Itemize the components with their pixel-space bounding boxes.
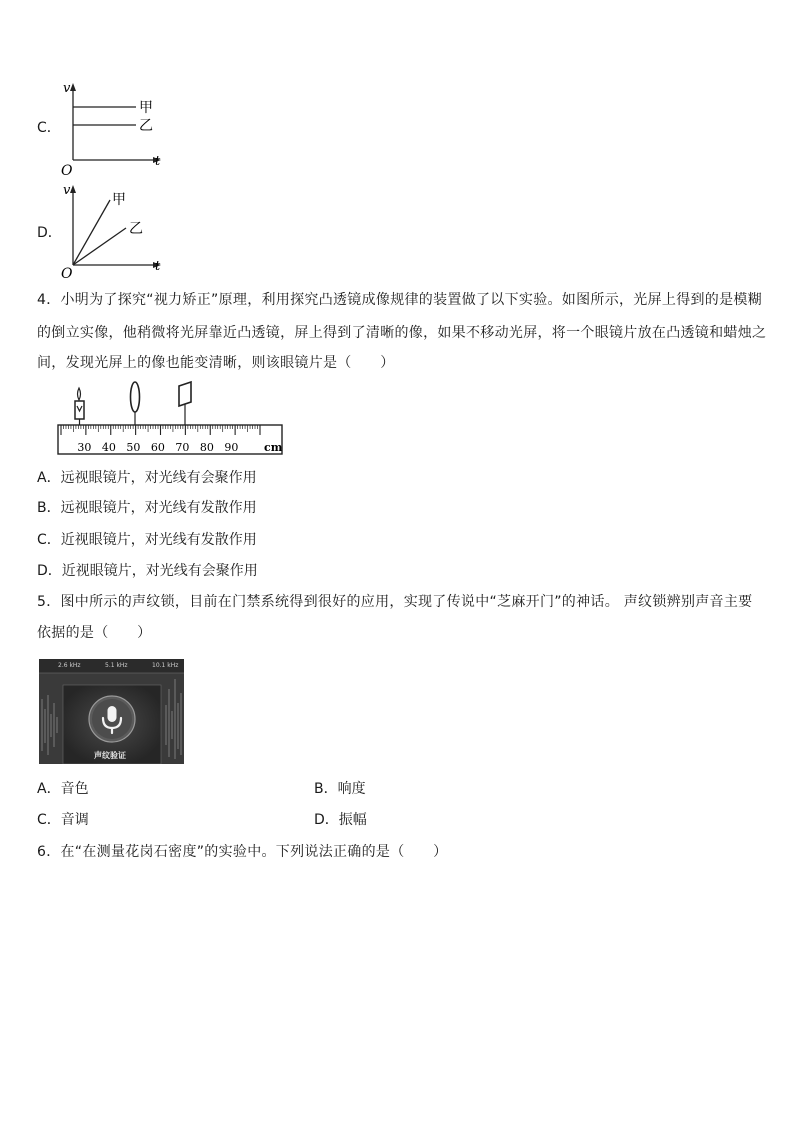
line2-label: 乙 <box>139 118 153 134</box>
freq-label-2: 5.1 kHz <box>105 662 128 669</box>
ruler-label: 50 <box>126 441 141 454</box>
ruler-label: 70 <box>175 441 190 454</box>
freq-label-3: 10.1 kHz <box>152 662 179 669</box>
candle-icon <box>75 388 84 425</box>
y-axis-label: v <box>63 183 71 198</box>
x-axis-label: t <box>155 154 161 169</box>
ruler-label: 90 <box>224 441 239 454</box>
ruler-label: 60 <box>150 441 165 454</box>
q5-option-c: C．音调 <box>37 812 89 828</box>
ruler-unit: cm <box>264 441 283 454</box>
ruler <box>58 425 282 454</box>
ruler-label: 40 <box>101 441 116 454</box>
q4-option-b: B．远视眼镜片，对光线有发散作用 <box>37 500 257 516</box>
origin-label: O <box>61 163 73 178</box>
q5-line-1: 5．图中所示的声纹锁，目前在门禁系统得到很好的应用，实现了传说中“芝麻开门”的神话。 声纹锁辨别声音主要 <box>37 594 753 610</box>
voiceprint-lock-photo <box>39 659 184 764</box>
line-yi <box>73 228 126 265</box>
q4-line-1: 4．小明为了探究“视力矫正”原理，利用探究凸透镜成像规律的装置做了以下实验。如图所示，光屏上得到的是模糊 <box>37 292 763 308</box>
q5-option-d: D．振幅 <box>314 812 367 828</box>
q6-line-1: 6．在“在测量花岗石密度”的实验中。下列说法正确的是（ ） <box>37 844 448 860</box>
q4-line-3: 间，发现光屏上的像也能变清晰，则该眼镜片是（ ） <box>37 355 395 371</box>
line1-label: 甲 <box>112 192 126 208</box>
photo-caption: 声纹验证 <box>94 751 126 760</box>
q4-option-c: C．近视眼镜片，对光线有发散作用 <box>37 532 257 548</box>
light-screen-icon <box>179 382 191 425</box>
option-d-graph <box>58 182 168 280</box>
freq-label-1: 2.6 kHz <box>58 662 81 669</box>
line1-label: 甲 <box>139 100 153 116</box>
q4-option-a: A．远视眼镜片，对光线有会聚作用 <box>37 470 257 486</box>
option-c-graph <box>58 80 168 178</box>
line-jia <box>73 200 110 265</box>
q4-option-d: D．近视眼镜片，对光线有会聚作用 <box>37 563 258 579</box>
origin-label: O <box>61 266 73 280</box>
option-d-label: D． <box>37 225 62 241</box>
q5-line-2: 依据的是（ ） <box>37 625 152 641</box>
y-axis-arrow <box>70 83 76 91</box>
q5-option-a: A．音色 <box>37 781 89 797</box>
option-c-label: C． <box>37 120 61 136</box>
y-axis-arrow <box>70 185 76 193</box>
optical-bench-figure <box>55 378 287 460</box>
ruler-label: 30 <box>77 441 92 454</box>
x-axis-label: t <box>155 259 161 274</box>
q5-option-b: B．响度 <box>314 781 366 797</box>
q4-line-2: 的倒立实像，他稍微将光屏靠近凸透镜，屏上得到了清晰的像，如果不移动光屏，将一个眼镜片放在凸透镜和蜡烛之 <box>37 325 767 341</box>
line2-label: 乙 <box>129 221 143 237</box>
ruler-label: 80 <box>199 441 214 454</box>
y-axis-label: v <box>63 81 71 96</box>
convex-lens-icon <box>131 382 140 425</box>
